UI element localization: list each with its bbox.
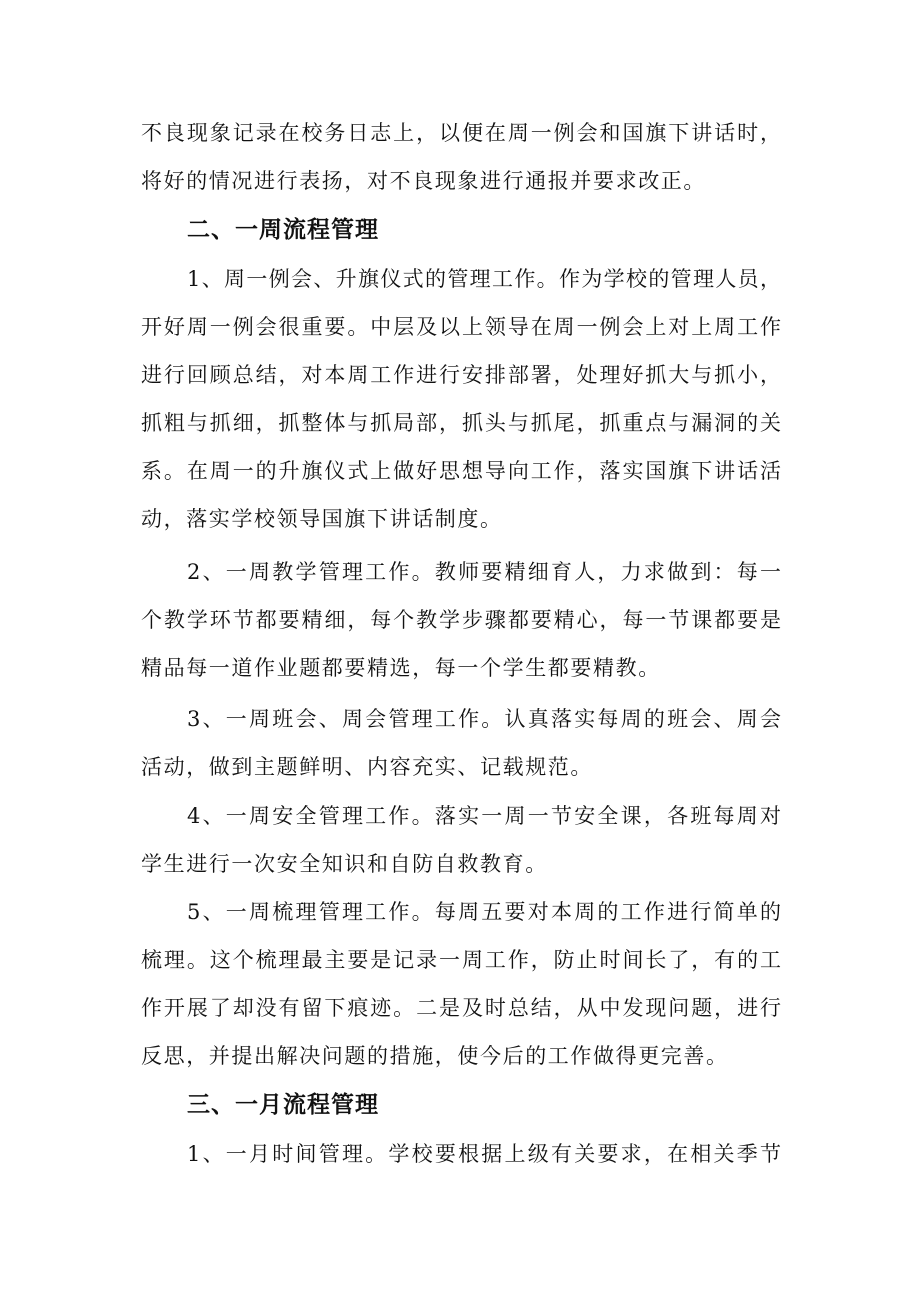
paragraph-line: 动，落实学校领导国旗下讲话制度。 — [141, 507, 503, 531]
section-heading-monthly: 三、一月流程管理 — [187, 1092, 379, 1118]
paragraph-line: 开好周一例会很重要。中层及以上领导在周一例会上对上周工作 — [141, 315, 781, 339]
paragraph-line: 梳理。这个梳理最主要是记录一周工作，防止时间长了，有的工 — [141, 948, 781, 972]
section-heading-weekly: 二、一周流程管理 — [187, 217, 379, 243]
paragraph-line: 个教学环节都要精细，每个教学步骤都要精心，每一节课都要是 — [141, 608, 781, 632]
paragraph-line: 将好的情况进行表扬，对不良现象进行通报并要求改正。 — [141, 169, 706, 193]
paragraph-line: 精品每一道作业题都要精选，每一个学生都要精教。 — [141, 656, 661, 680]
paragraph-line: 作开展了却没有留下痕迹。二是及时总结，从中发现问题，进行 — [141, 996, 781, 1020]
paragraph-line: 1、周一例会、升旗仪式的管理工作。作为学校的管理人员， — [187, 267, 781, 291]
paragraph-line: 5、一周梳理管理工作。每周五要对本周的工作进行简单的 — [187, 900, 781, 924]
paragraph-line: 4、一周安全管理工作。落实一周一节安全课，各班每周对 — [187, 804, 781, 828]
paragraph-line: 不良现象记录在校务日志上，以便在周一例会和国旗下讲话时， — [141, 121, 781, 145]
paragraph-line: 2、一周教学管理工作。教师要精细育人，力求做到：每一 — [187, 560, 781, 584]
paragraph-line: 1、一月时间管理。学校要根据上级有关要求，在相关季节 — [187, 1142, 781, 1166]
paragraph-line: 反思，并提出解决问题的措施，使今后的工作做得更完善。 — [141, 1044, 729, 1068]
paragraph-line: 系。在周一的升旗仪式上做好思想导向工作，落实国旗下讲话活 — [141, 459, 781, 483]
paragraph-line: 抓粗与抓细，抓整体与抓局部，抓头与抓尾，抓重点与漏洞的关 — [141, 411, 781, 435]
paragraph-line: 3、一周班会、周会管理工作。认真落实每周的班会、周会 — [187, 707, 781, 731]
paragraph-line: 进行回顾总结，对本周工作进行安排部署，处理好抓大与抓小， — [141, 363, 781, 387]
paragraph-line: 学生进行一次安全知识和自防自救教育。 — [141, 852, 548, 876]
paragraph-line: 活动，做到主题鲜明、内容充实、记载规范。 — [141, 755, 593, 779]
